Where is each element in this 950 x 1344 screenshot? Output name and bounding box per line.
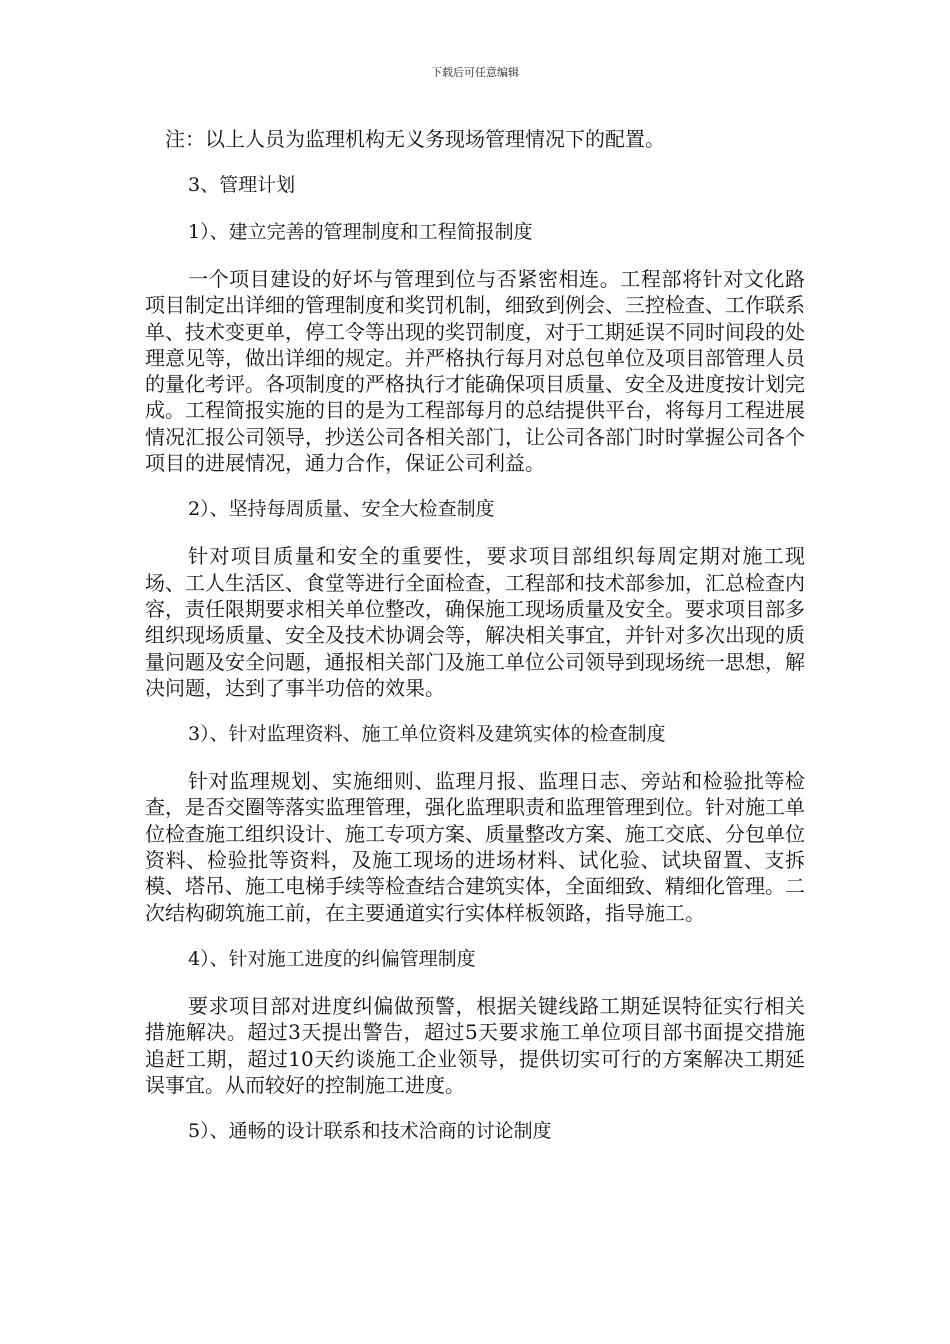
item-heading-2: 2）、坚持每周质量、安全大检查制度 bbox=[188, 498, 495, 521]
item-heading-3: 3）、针对监理资料、施工单位资料及建筑实体的检查制度 bbox=[188, 723, 666, 746]
staffing-note: 注：以上人员为监理机构无义务现场管理情况下的配置。 bbox=[165, 127, 665, 151]
item-paragraph-2: 针对项目质量和安全的重要性，要求项目部组织每周定期对施工现场、工人生活区、食堂等进行全面检查，工程部和技术部参加，汇总检查内容，责任限期要求相关单位整改，确保施工现场质量及安全。要求项目部多组织现场质量、安全及技术协调会等，解决相关事宜，并针对多次出现的质量问题及安全问题，通报相关部门及施工单位公司领导到现场统一思想，解决问题，达到了事半功倍的效果。 bbox=[145, 544, 805, 700]
item-heading-5: 5）、通畅的设计联系和技术洽商的讨论制度 bbox=[188, 1120, 552, 1143]
item-paragraph-3: 针对监理规划、实施细则、监理月报、监理日志、旁站和检验批等检查，是否交圈等落实监理管理，强化监理职责和监理管理到位。针对施工单位检查施工组织设计、施工专项方案、质量整改方案、施工交底、分包单位资料、检验批等资料，及施工现场的进场材料、试化验、试块留置、支拆模、塔吊、施工电梯手续等检查结合建筑实体，全面细致、精细化管理。二次结构砌筑施工前，在主要通道实行实体样板领路，指导施工。 bbox=[145, 769, 805, 925]
page-header: 下载后可任意编辑 bbox=[431, 66, 519, 79]
item-heading-1: 1）、建立完善的管理制度和工程简报制度 bbox=[188, 221, 533, 243]
item-paragraph-1: 一个项目建设的好坏与管理到位与否紧密相连。工程部将针对文化路项目制定出详细的管理制度和奖罚机制，细致到例会、三控检查、工作联系单、技术变更单，停工令等出现的奖罚制度，对于工期延误不同时间段的处理意见等，做出详细的规定。并严格执行每月对总包单位及项目部管理人员的量化考评。各项制度的严格执行才能确保项目质量、安全及进度按计划完成。工程简报实施的目的是为工程部每月的总结提供平台，将每月工程进展情况汇报公司领导，抄送公司各相关部门，让公司各部门时时掌握公司各个项目的进展情况，通力合作，保证公司利益。 bbox=[145, 267, 805, 476]
item-paragraph-4: 要求项目部对进度纠偏做预警，根据关键线路工期延误特征实行相关措施解决。超过3天提出警告，超过5天要求施工单位项目部书面提交措施追赶工期，超过10天约谈施工企业领导，提供切实可行的方案解决工期延误事宜。从而较好的控制施工进度。 bbox=[145, 993, 805, 1097]
item-heading-4: 4）、针对施工进度的纠偏管理制度 bbox=[188, 947, 476, 970]
document-body bbox=[145, 126, 805, 1165]
section-title: 3、管理计划 bbox=[188, 174, 296, 196]
